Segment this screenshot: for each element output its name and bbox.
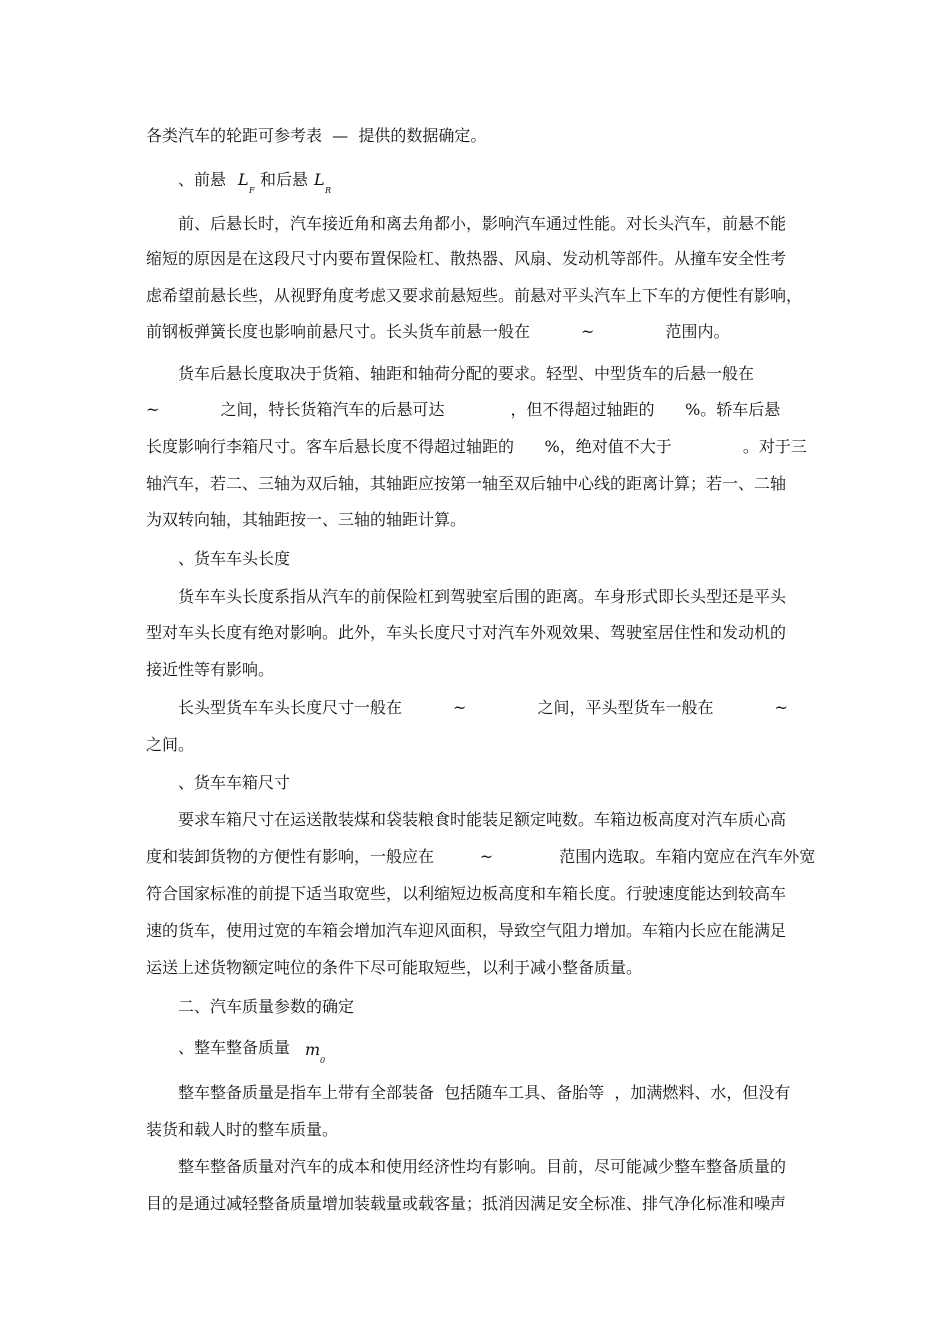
text-line: ~ 之间，特长货箱汽车的后悬可达 ，但不得超过轴距的 %。轿车后悬 <box>146 400 781 419</box>
section-heading: 、货车车头长度 <box>178 549 291 568</box>
text-line: 长头型货车车头长度尺寸一般在 ~ 之间，平头型货车一般在 ~ <box>178 698 788 717</box>
text-line: 整车整备质量是指车上带有全部装备 包括随车工具、备胎等 ，加满燃料、水，但没有 <box>178 1083 791 1102</box>
text-line: 度和装卸货物的方便性有影响，一般应在 ~ 范围内选取。车箱内宽应在汽车外宽 <box>146 847 816 866</box>
subscript-r: R <box>325 186 332 195</box>
text-line: 缩短的原因是在这段尺寸内要布置保险杠、散热器、风扇、发动机等部件。从撞车安全性考 <box>146 249 787 268</box>
subscript-0: 0 <box>320 1056 326 1065</box>
text-line: 前、后悬长时，汽车接近角和离去角都小，影响汽车通过性能。对长头汽车，前悬不能 <box>178 214 787 233</box>
text-line: 长度影响行李箱尺寸。客车后悬长度不得超过轴距的 %，绝对值不大于 。对于三 <box>146 437 807 456</box>
text-line: 货车后悬长度取决于货箱、轴距和轴荷分配的要求。轻型、中型货车的后悬一般在 <box>178 364 755 383</box>
text-line: 整车整备质量对汽车的成本和使用经济性均有影响。目前，尽可能减少整车整备质量的 <box>178 1157 787 1176</box>
text-line: 运送上述货物额定吨位的条件下尽可能取短些，以利于减小整备质量。 <box>146 958 643 977</box>
text-line: 符合国家标准的前提下适当取宽些，以利缩短边板高度和车箱长度。行驶速度能达到较高车 <box>146 884 787 903</box>
text-line: 之间。 <box>146 735 195 754</box>
text-line: 货车车头长度系指从汽车的前保险杠到驾驶室后围的距离。车身形式即长头型还是平头 <box>178 587 787 606</box>
text-line: 虑希望前悬长些，从视野角度考虑又要求前悬短些。前悬对平头汽车上下车的方便性有影响， <box>146 286 803 305</box>
section-heading: 、整车整备质量 <box>178 1038 291 1057</box>
text-line: 轴汽车，若二、三轴为双后轴，其轴距应按第一轴至双后轴中心线的距离计算；若一、二轴 <box>146 474 787 493</box>
text-line: 速的货车，使用过宽的车箱会增加汽车迎风面积，导致空气阻力增加。车箱内长应在能满足 <box>146 921 787 940</box>
text-line: 型对车头长度有绝对影响。此外，车头长度尺寸对汽车外观效果、驾驶室居住性和发动机的 <box>146 623 787 642</box>
text-line: 各类汽车的轮距可参考表 — 提供的数据确定。 <box>146 126 487 145</box>
section-heading: 二、汽车质量参数的确定 <box>178 997 355 1016</box>
symbol-l: L <box>314 170 325 189</box>
text-line: 接近性等有影响。 <box>146 660 275 679</box>
text-line: 为双转向轴，其轴距按一、三轴的轴距计算。 <box>146 510 467 529</box>
text-line: 目的是通过减轻整备质量增加装载量或载客量；抵消因满足安全标准、排气净化标准和噪声 <box>146 1194 787 1213</box>
text-line: 要求车箱尺寸在运送散装煤和袋装粮食时能装足额定吨数。车箱边板高度对汽车质心高 <box>178 810 787 829</box>
text-line: 前钢板弹簧长度也影响前悬尺寸。长头货车前悬一般在 ~ 范围内。 <box>146 322 730 341</box>
subscript-f: F <box>249 186 255 195</box>
section-heading: 、货车车箱尺寸 <box>178 773 291 792</box>
section-heading-part: 和后悬 <box>260 170 309 189</box>
symbol-l: L <box>238 170 249 189</box>
section-heading: 、前悬 <box>178 170 227 189</box>
text-line: 装货和载人时的整车质量。 <box>146 1120 339 1139</box>
symbol-m: m <box>305 1040 321 1059</box>
